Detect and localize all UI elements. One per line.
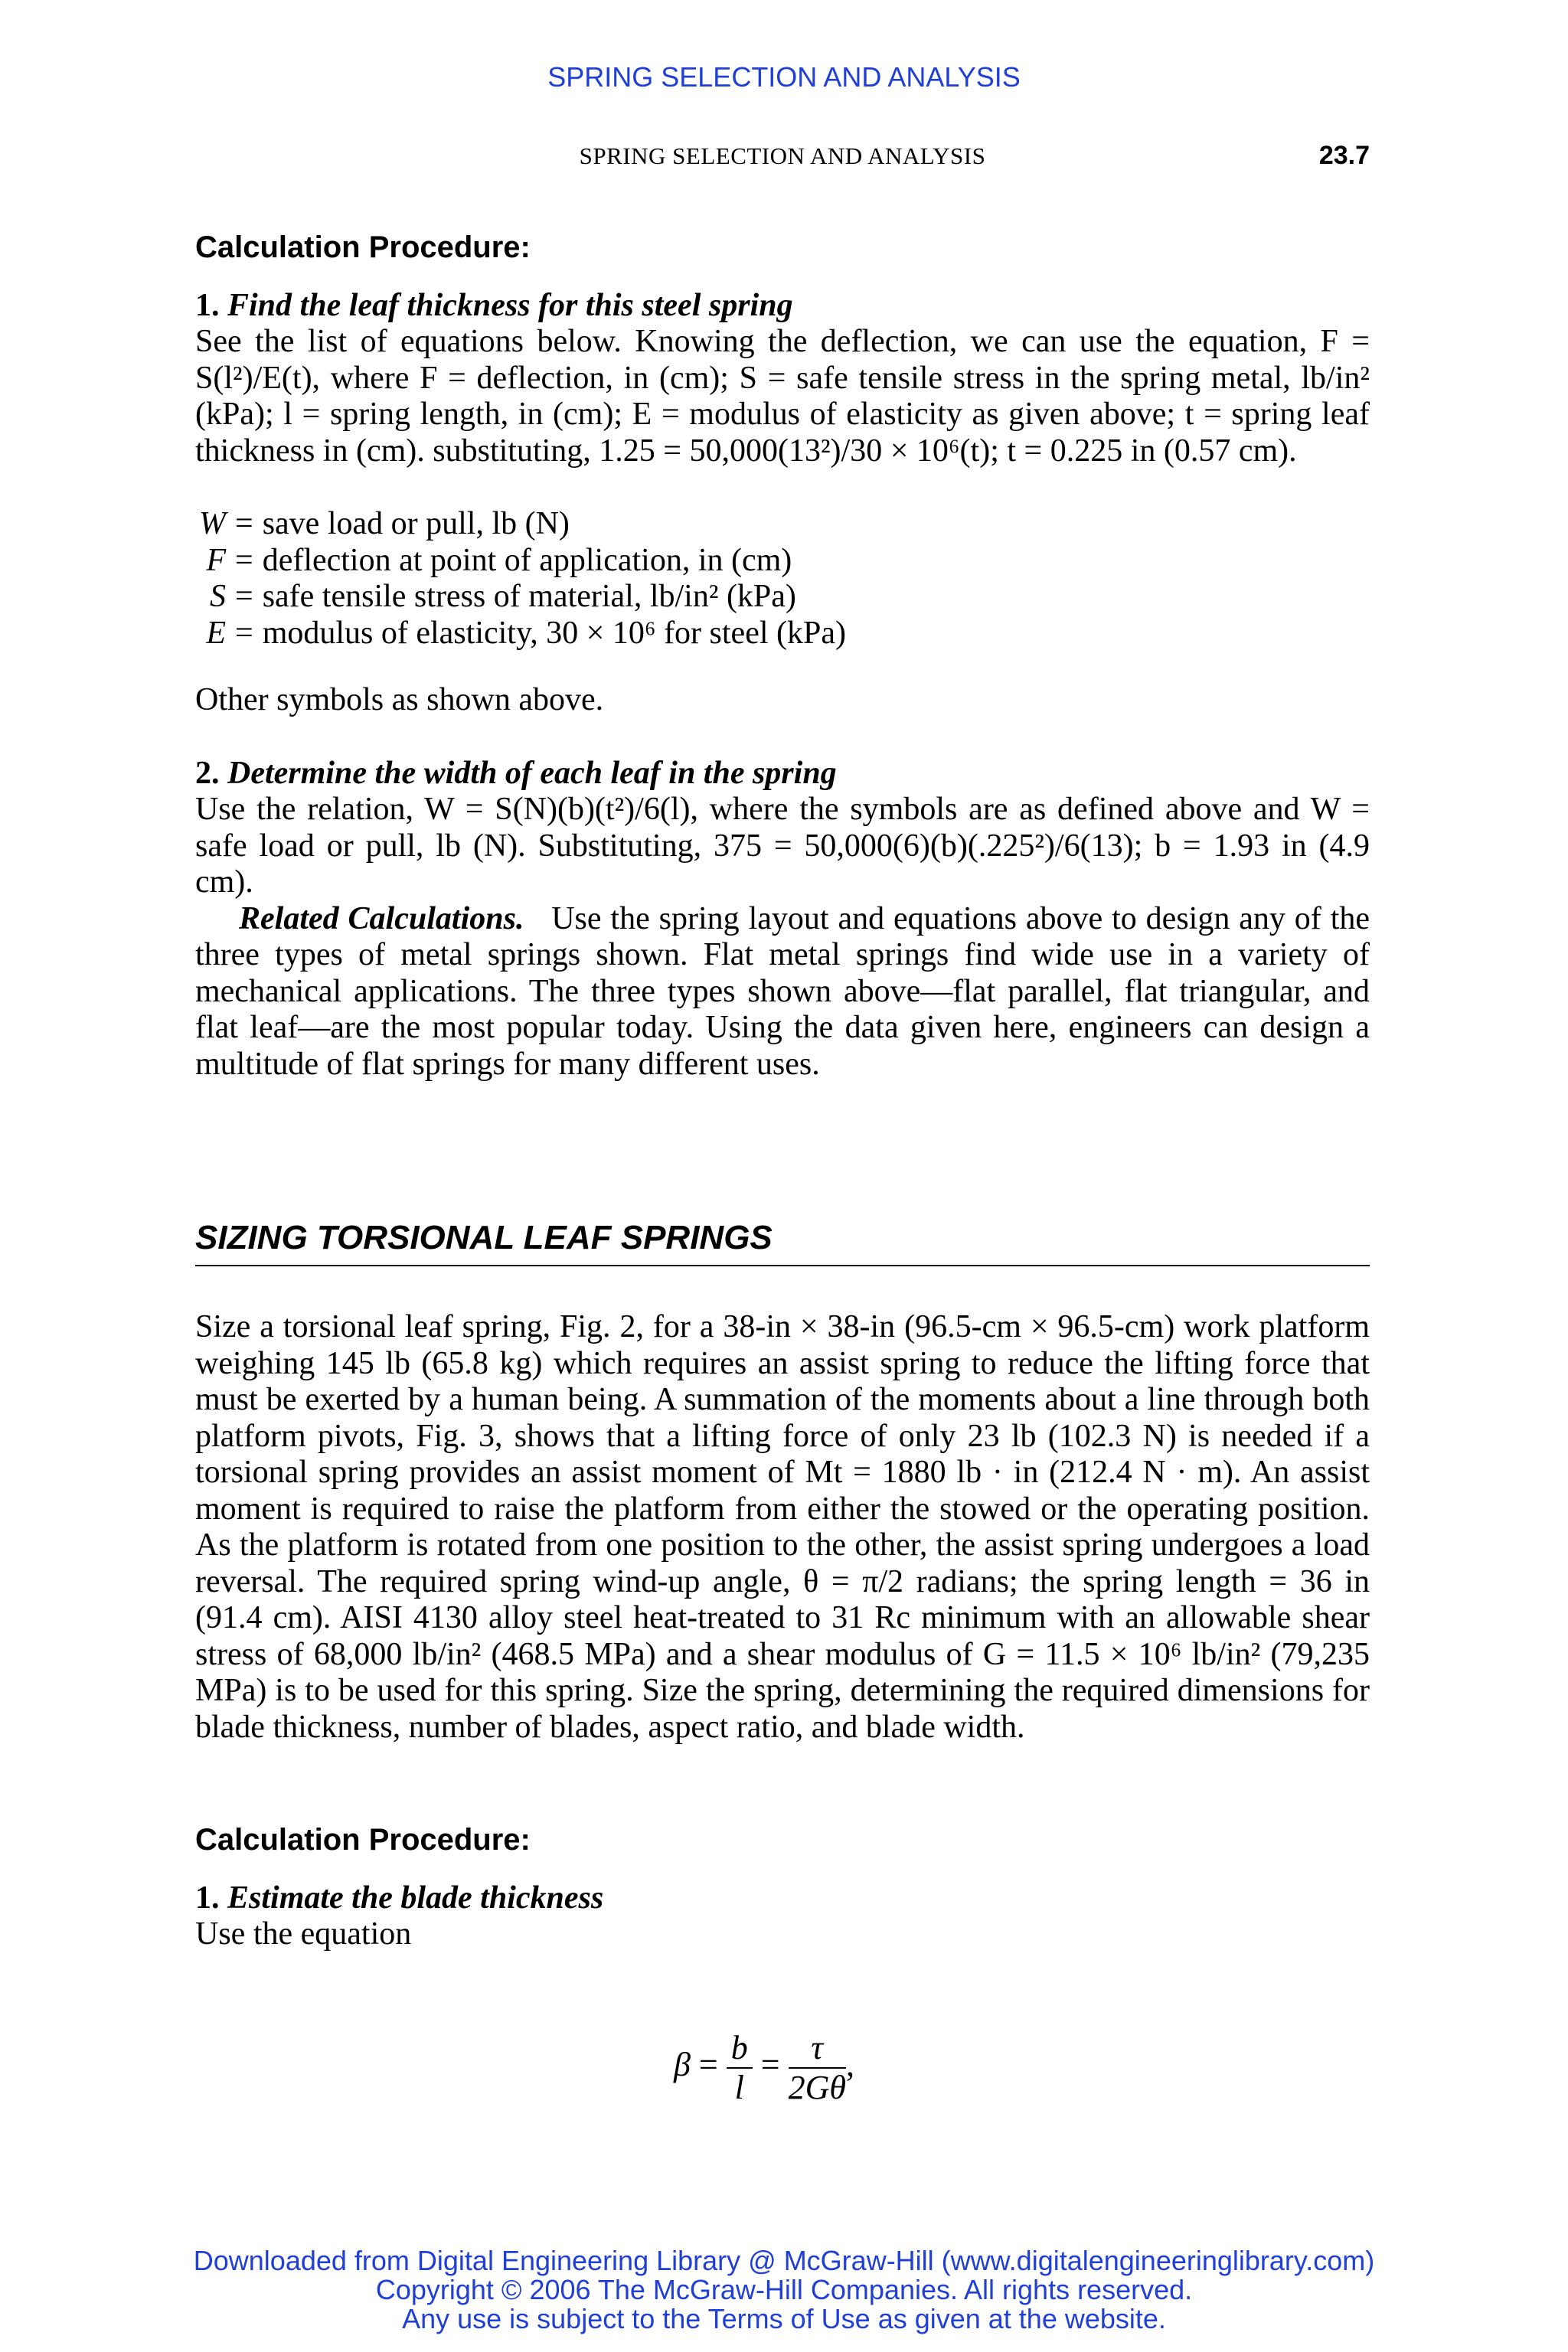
blade-step-1-title: Estimate the blade thickness bbox=[227, 1880, 604, 1916]
running-head bbox=[195, 142, 1370, 179]
equation-trailing-comma: , bbox=[845, 2046, 854, 2084]
fraction-2-numerator: τ bbox=[811, 2029, 824, 2066]
definition-text: modulus of elasticity, 30 × 10⁶ for steel (kPa) bbox=[262, 615, 846, 651]
calc-procedure-heading-2: Calculation Procedure: bbox=[195, 1823, 531, 1857]
calc-procedure-heading: Calculation Procedure: bbox=[195, 230, 531, 264]
top-link[interactable]: SPRING SELECTION AND ANALYSIS bbox=[547, 61, 1021, 93]
blade-step-1-text: Use the equation bbox=[195, 1916, 412, 1952]
definition-row: S = safe tensile stress of material, lb/in² (kPa) bbox=[195, 579, 1370, 616]
blade-step-1-number: 1. bbox=[195, 1880, 220, 1916]
fraction-tau-over-2gtheta bbox=[789, 2029, 846, 2107]
section-divider bbox=[195, 1265, 1370, 1266]
step-2-paragraph bbox=[195, 756, 1370, 901]
blade-step-1-paragraph bbox=[195, 1880, 1370, 1953]
page-number: 23.7 bbox=[1318, 141, 1370, 170]
definition-text: safe tensile stress of material, lb/in² (kPa) bbox=[262, 579, 796, 614]
footer bbox=[0, 2246, 1568, 2334]
calc-block-1 bbox=[195, 230, 1370, 1083]
section-title: SIZING TORSIONAL LEAF SPRINGS bbox=[195, 1219, 773, 1256]
problem-statement: Size a torsional leaf spring, Fig. 2, for a 38-in × 38-in (96.5-cm × 96.5-cm) work platform weighing 145 lb (65.8 kg) which requires an assist spring to reduce the lifting force that must be exerted by a human being. A summation of the moments about a line through both platform pivots, Fig. 3, shows that a lifting force of only 23 lb (102.3 N) is needed if a torsional spring provides an assist moment of Mt = 1880 lb · in (212.4 N · m). An assist moment is required to raise the platform from either the stowed or the operating position. As the platform is rotated from one position to the other, the assist spring undergoes a load reversal. The required spring wind-up angle, θ = π/2 radians; the spring length = 36 in (91.4 cm). AISI 4130 alloy steel heat-treated to 31 Rc minimum with an allowable shear stress of 68,000 lb/in² (468.5 MPa) and a shear modulus of G = 11.5 × 10⁶ lb/in² (79,235 MPa) is to be used for this spring. Size the spring, determining the required dimensions for blade thickness, number of blades, aspect ratio, and blade width. bbox=[195, 1309, 1370, 1745]
definition-row: E = modulus of elasticity, 30 × 10⁶ for steel (kPa) bbox=[195, 616, 1370, 652]
equation-equals-2: = bbox=[760, 2046, 780, 2084]
step-1-text: See the list of equations below. Knowing the deflection, we can use the equation, F = S(l²)/E(t), where F = deflection, in (cm); S = safe tensile stress in the spring metal, lb/in² (kPa); l = spring length, in (cm); E = modulus of elasticity as given above; t = spring leaf thickness in (cm). substituting, 1.25 = 50,000(13²)/30 × 10⁶(t); t = 0.225 in (0.57 cm). bbox=[195, 324, 1370, 469]
footer-terms-link[interactable]: Any use is subject to the Terms of Use as given at the website. bbox=[402, 2303, 1166, 2334]
other-symbols-note: Other symbols as shown above. bbox=[195, 682, 604, 717]
definition-symbol: W bbox=[199, 506, 226, 541]
footer-download-link[interactable]: Downloaded from Digital Engineering Library @ McGraw-Hill (www.digitalengineeringlibrary.com) bbox=[193, 2245, 1375, 2276]
related-calculations-paragraph bbox=[195, 901, 1370, 1083]
definition-text: save load or pull, lb (N) bbox=[262, 506, 570, 541]
definition-symbol: F bbox=[206, 542, 226, 578]
related-calculations-label: Related Calculations. bbox=[239, 900, 524, 936]
step-1-title: Find the leaf thickness for this steel spring bbox=[227, 287, 793, 323]
step-2-number: 2. bbox=[195, 755, 220, 791]
step-1-paragraph bbox=[195, 288, 1370, 470]
definition-text: deflection at point of application, in (cm) bbox=[262, 542, 792, 578]
step-2-text: Use the relation, W = S(N)(b)(t²)/6(l), where the symbols are as defined above and W = safe load or pull, lb (N). Substituting, 375 = 50,000(6)(b)(.225²)/6(13); b = 1.93 in (4.9 cm). bbox=[195, 792, 1370, 900]
running-head-title: SPRING SELECTION AND ANALYSIS bbox=[579, 142, 986, 169]
fraction-2-denominator: 2Gθ bbox=[788, 2069, 846, 2106]
definition-row: F = deflection at point of application, in (cm) bbox=[195, 543, 1370, 580]
calc-block-2 bbox=[195, 1309, 1370, 1953]
related-calculations-text: Use the spring layout and equations above to design any of the three types of metal springs shown. Flat metal springs find wide use in a variety of mechanical applications. The three types shown above—flat parallel, flat triangular, and flat leaf—are the most popular today. Using the data given here, engineers can design a multitude of flat springs for many different uses. bbox=[195, 900, 1370, 1082]
definition-symbol: S bbox=[210, 579, 226, 614]
equation-equals-1: = bbox=[698, 2046, 718, 2084]
definition-symbol: E bbox=[206, 615, 226, 651]
fraction-1-denominator: l bbox=[734, 2069, 744, 2106]
symbol-definitions bbox=[195, 506, 1370, 652]
step-2-title: Determine the width of each leaf in the spring bbox=[227, 755, 837, 791]
footer-copyright: Copyright © 2006 The McGraw-Hill Companies. All rights reserved. bbox=[375, 2274, 1193, 2305]
definition-row: W = save load or pull, lb (N) bbox=[195, 506, 1370, 543]
equation-lhs: β bbox=[674, 2046, 691, 2084]
beta-equation bbox=[674, 2029, 854, 2107]
fraction-1-numerator: b bbox=[730, 2029, 748, 2066]
fraction-b-over-l bbox=[727, 2029, 753, 2107]
step-1-number: 1. bbox=[195, 287, 220, 323]
